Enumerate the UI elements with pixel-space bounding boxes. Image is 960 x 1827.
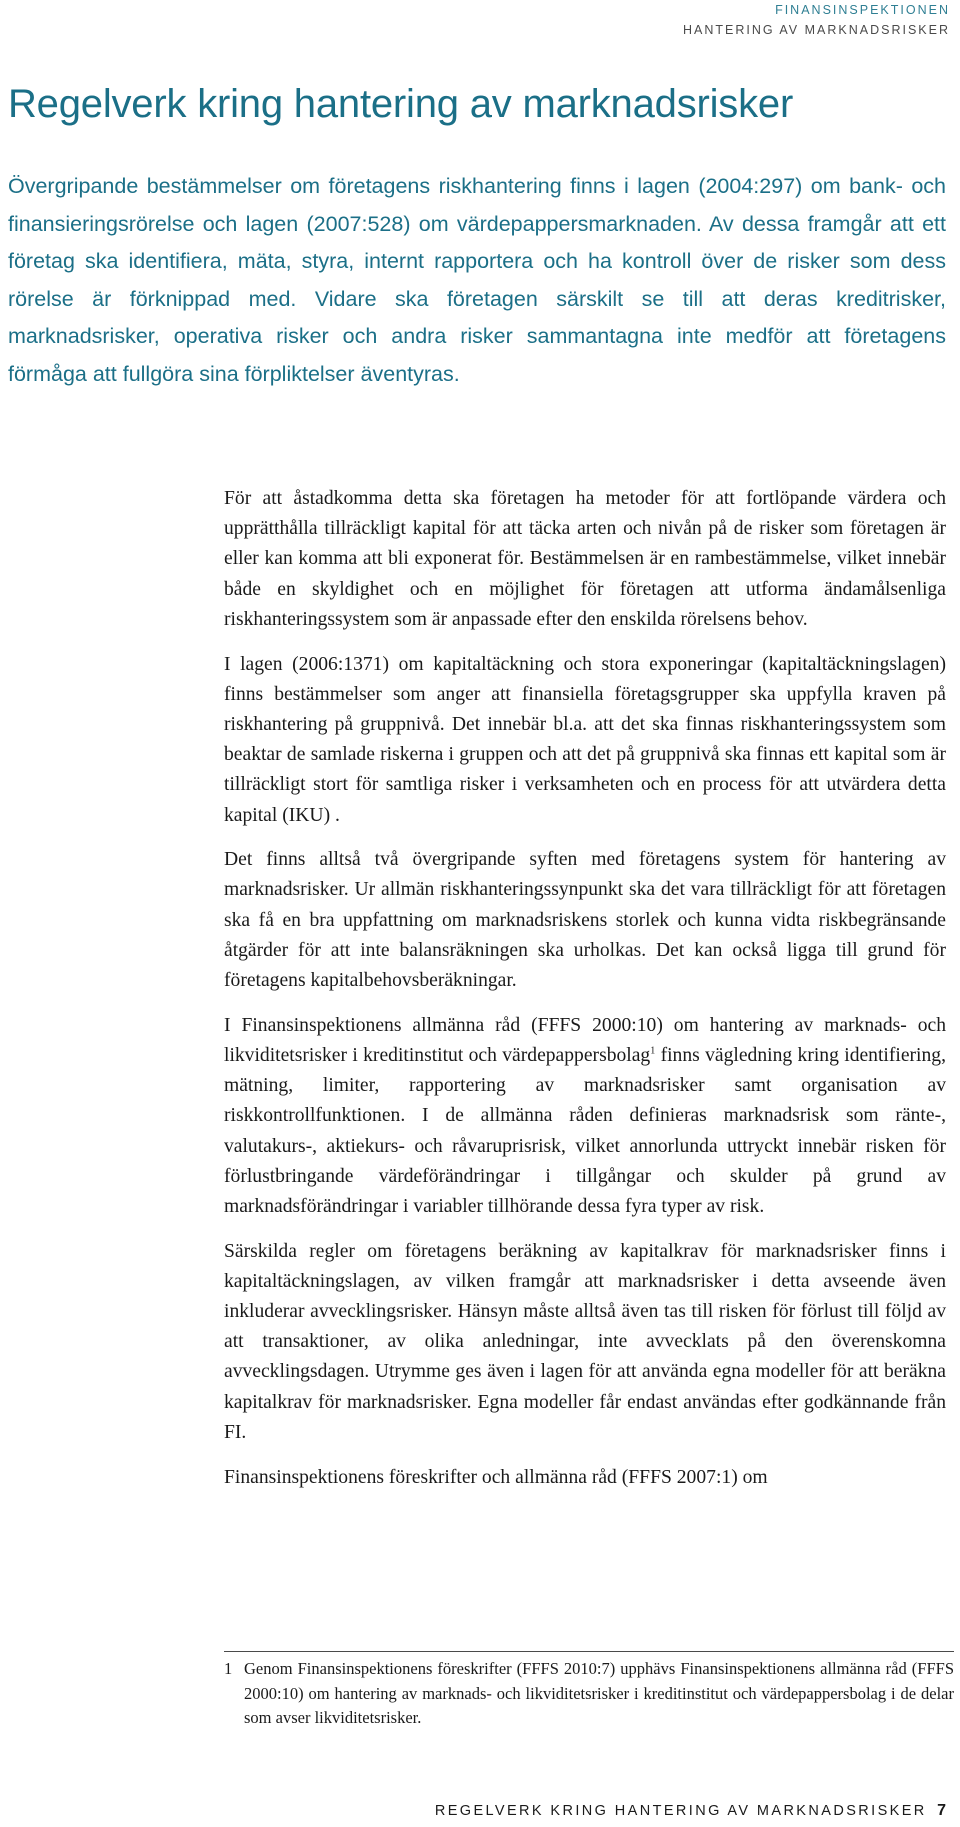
- body-paragraph-part: I Finansinspektionens allmänna råd (FFFS 2000:10) om hantering av marknads- och likviditetsrisker i kreditinstitut och värdepappersbolag: [224, 1014, 946, 1066]
- header-section: HANTERING AV MARKNADSRISKER: [682, 23, 950, 37]
- body-paragraph-with-footnote: [224, 1011, 946, 1222]
- footnote-text: Genom Finansinspektionens föreskrifter (FFFS 2010:7) upphävs Finansinspektionens allmänna råd (FFFS 2000:10) om hantering av marknads- och likviditetsrisker i kreditinstitut och värdepappersbolag i de delar som avser likviditetsrisker.: [244, 1659, 954, 1727]
- lead-paragraph: Övergripande bestämmelser om företagens riskhantering finns i lagen (2004:297) om bank- och finansieringsrörelse och lagen (2007:528) om värdepappersmarknaden. Av dessa framgår att ett företag ska identifiera, mäta, styra, internt rapportera och ha kontroll över de risker som dess rörelse är förknippad med. Vidare ska företagen särskilt se till att deras kreditrisker, marknadsrisker, operativa risker och andra risker sammantagna inte medför att företagens förmåga att fullgöra sina förpliktelser äventyras.: [8, 174, 946, 386]
- body-paragraph: I lagen (2006:1371) om kapitaltäckning och stora exponeringar (kapitaltäckningslagen) finns bestämmelser som anger att finansiella företagsgrupper ska uppfylla kraven på riskhantering på gruppnivå. Det innebär bl.a. att det ska finnas riskhanteringssystem som beaktar de samlade riskerna i gruppen och att det på gruppnivå ska finnas ett kapital som är tillräckligt stort för samtliga risker i verksamheten och en process för att utvärdera detta kapital (IKU) .: [224, 653, 946, 826]
- body-paragraph: Det finns alltså två övergripande syften med företagens system för hantering av marknadsrisker. Ur allmän riskhanteringssynpunkt ska det vara tillräckligt för att företagen ska få en bra uppfattning om marknadsriskens storlek och kunna vidta riskbegränsande åtgärder för att inte balansräkningen ska urholkas. Det kan också ligga till grund för företagens kapitalbehovsberäkningar.: [224, 849, 946, 992]
- body-paragraph: Finansinspektionens föreskrifter och allmänna råd (FFFS 2007:1) om: [224, 1466, 768, 1488]
- footnote-divider: [224, 1651, 954, 1652]
- footnote-reference: 1: [650, 1045, 656, 1057]
- header-organization: FINANSINSPEKTIONEN: [775, 3, 950, 17]
- body-paragraph: Särskilda regler om företagens beräkning av kapitalkrav för marknadsrisker finns i kapitaltäckningslagen, av vilken framgår att marknadsrisker i detta avseende även inkluderar avvecklingsrisker. Hänsyn måste alltså även tas till risken för förlust till följd av att transaktioner, av olika anledningar, inte avvecklats på den överenskomna avvecklingsdagen. Utrymme ges även i lagen för att använda egna modeller för att beräkna kapitalkrav för marknadsrisker. Egna modeller får endast användas efter godkännande från FI.: [224, 1240, 946, 1443]
- footnote-number: 1: [224, 1659, 233, 1678]
- page-number: 7: [937, 1802, 946, 1819]
- body-paragraph-part: finns vägledning kring identifiering, mätning, limiter, rapportering av marknadsrisker samt organisation av riskkontrollfunktionen. I de allmänna råden definieras marknadsrisk som ränte-, valutakurs-, aktiekurs- och råvaruprisrisk, vilket annorlunda uttryckt innebär risken för förlustbringande värdeförändringar i tillgångar och skulder på grund av marknadsförändringar i variabler tillhörande dessa fyra typer av risk.: [224, 1044, 946, 1217]
- page-header: [683, 0, 950, 40]
- page-footer: [435, 1802, 946, 1820]
- body-paragraph: För att åstadkomma detta ska företagen ha metoder för att fortlöpande värdera och upprätthålla tillräckligt kapital för att täcka arten och nivån på de risker som företagen är eller kan komma att bli exponerat för. Bestämmelsen är en rambestämmelse, vilket innebär både en skyldighet och en möjlighet för företagen att utforma ändamålsenliga riskhanteringssystem som är anpassade efter den enskilda rörelsens behov.: [224, 488, 946, 630]
- page-title: Regelverk kring hantering av marknadsrisker: [8, 82, 794, 126]
- body-text: [224, 484, 946, 1507]
- footnote: [224, 1657, 954, 1731]
- footer-running-title: REGELVERK KRING HANTERING AV MARKNADSRISKER: [434, 1803, 927, 1819]
